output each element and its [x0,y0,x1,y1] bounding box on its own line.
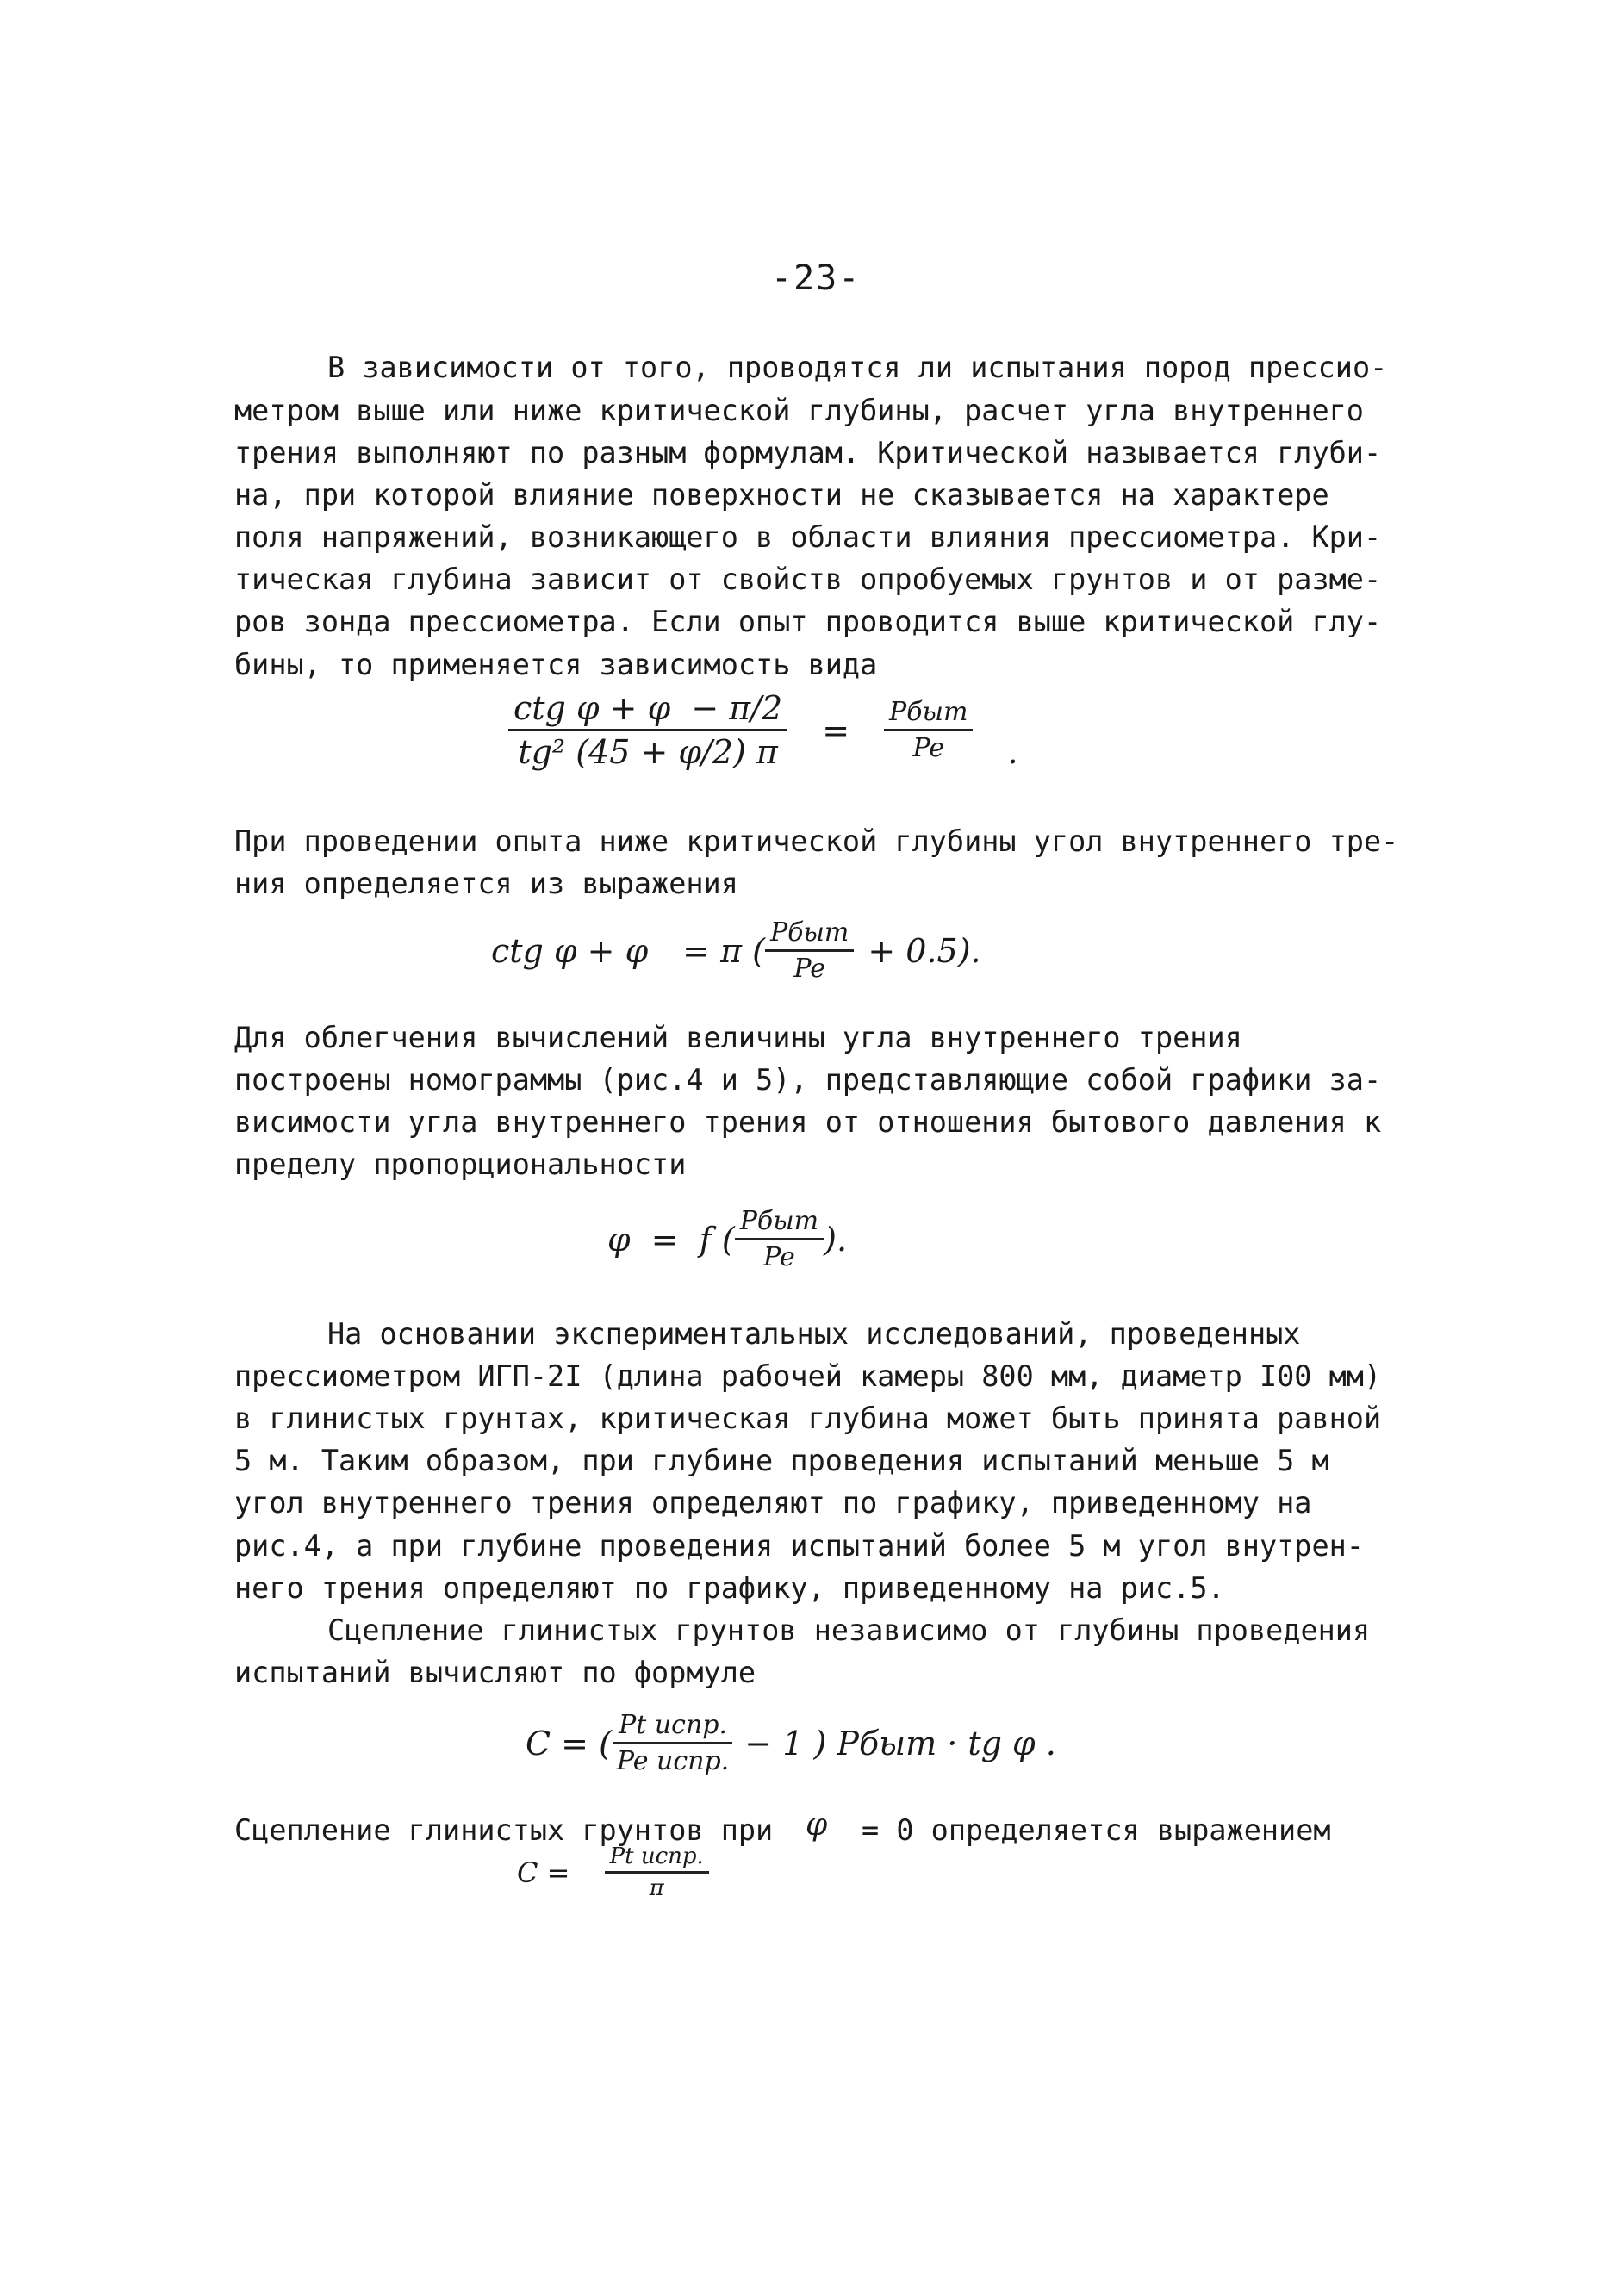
text-line: тическая глубина зависит от свойств опробуемых грунтов и от разме- [234,563,1382,596]
formula-2-fraction [765,917,854,984]
formula-1-equals: = [822,711,850,749]
formula-3-fraction [735,1206,824,1272]
phi-symbol: φ [806,1807,828,1843]
text-line: = 0 определяется выражением [862,1813,1331,1847]
formula-2-tail: + 0.5). [868,931,981,970]
formula-2-equals: = π ( [682,931,765,970]
text-line: Сцепление глинистых грунтов независимо от глубины проведения [327,1613,1371,1647]
text-line: рис.4, а при глубине проведения испытаний более 5 м угол внутрен- [234,1529,1364,1563]
formula-5-numerator: Pt испр. [605,1843,709,1874]
text-line: При проведении опыта ниже критической глубины угол внутреннего тре- [234,824,1399,858]
text-line: 5 м. Таким образом, при глубине проведения испытаний меньше 5 м [234,1444,1329,1477]
text-line: Сцепление глинистых грунтов при [234,1813,774,1847]
text-line: ров зонда прессиометра. Если опыт проводится выше критической глу- [234,605,1382,638]
formula-1-denominator: tg² (45 + φ/2) π [518,733,778,771]
text-line: бины, то применяется зависимость вида [234,648,878,681]
formula-1-numerator: ctg φ + φ − π/2 [508,689,787,731]
formula-3-numerator: Pбыт [735,1206,824,1240]
formula-1-right-fraction [884,697,973,763]
text-line: поля напряжений, возникающего в области влияния прессиометра. Кри- [234,520,1382,554]
formula-2-denominator: Pe [793,954,825,984]
formula-4-numerator: Pt испр. [613,1710,732,1744]
formula-1-right-denominator: Pe [912,733,945,763]
text-line: прессиометром ИГП-2I (длина рабочей камеры 800 мм, диаметр I00 мм) [234,1359,1382,1393]
formula-5-left: C = [517,1856,579,1889]
text-line: висимости угла внутреннего трения от отношения бытового давления к [234,1105,1382,1139]
text-line: трения выполняют по разным формулам. Критической называется глуби- [234,436,1382,469]
formula-5-denominator: π [649,1875,664,1901]
formula-4-tail: − 1 ) Pбыт · tg φ . [734,1724,1056,1762]
text-line: На основании экспериментальных исследований, проведенных [327,1317,1301,1351]
formula-3-tail: ). [824,1220,848,1259]
text-line: испытаний вычисляют по формуле [234,1656,756,1689]
formula-4-denominator: Pe испр. [616,1746,730,1776]
text-line: В зависимости от того, проводятся ли испытания пород прессио- [327,351,1388,384]
formula-5 [517,1843,709,1901]
formula-2-left: ctg φ + φ [491,931,649,970]
text-line: угол внутреннего трения определяют по графику, приведенному на [234,1486,1312,1520]
text-line: Для облегчения вычислений величины угла внутреннего трения [234,1021,1242,1054]
text-line: пределу пропорциональности [234,1147,687,1181]
formula-5-fraction [605,1843,709,1901]
text-line: на, при которой влияние поверхности не сказывается на характере [234,478,1329,512]
formula-3-denominator: Pe [763,1242,795,1272]
text-line: в глинистых грунтах, критическая глубина может быть принята равной [234,1402,1382,1435]
formula-4 [526,1710,1056,1776]
formula-2 [491,917,981,984]
formula-3 [607,1206,847,1272]
text-line: метром выше или ниже критической глубины, расчет угла внутреннего [234,394,1364,427]
formula-1 [508,689,1018,771]
formula-3-left: φ = f ( [607,1220,735,1259]
text-line: построены номограммы (рис.4 и 5), представляющие собой графики за- [234,1063,1382,1097]
formula-1-period: . [1007,732,1018,771]
text-line: ния определяется из выражения [234,867,738,900]
formula-1-right-numerator: Pбыт [884,697,973,731]
text-line: него трения определяют по графику, приведенному на рис.5. [234,1571,1225,1605]
formula-4-left: C = ( [526,1724,612,1762]
formula-4-fraction [612,1710,734,1776]
page-number: -23- [771,258,862,298]
formula-2-numerator: Pбыт [765,917,854,952]
formula-1-left-fraction [508,689,787,771]
